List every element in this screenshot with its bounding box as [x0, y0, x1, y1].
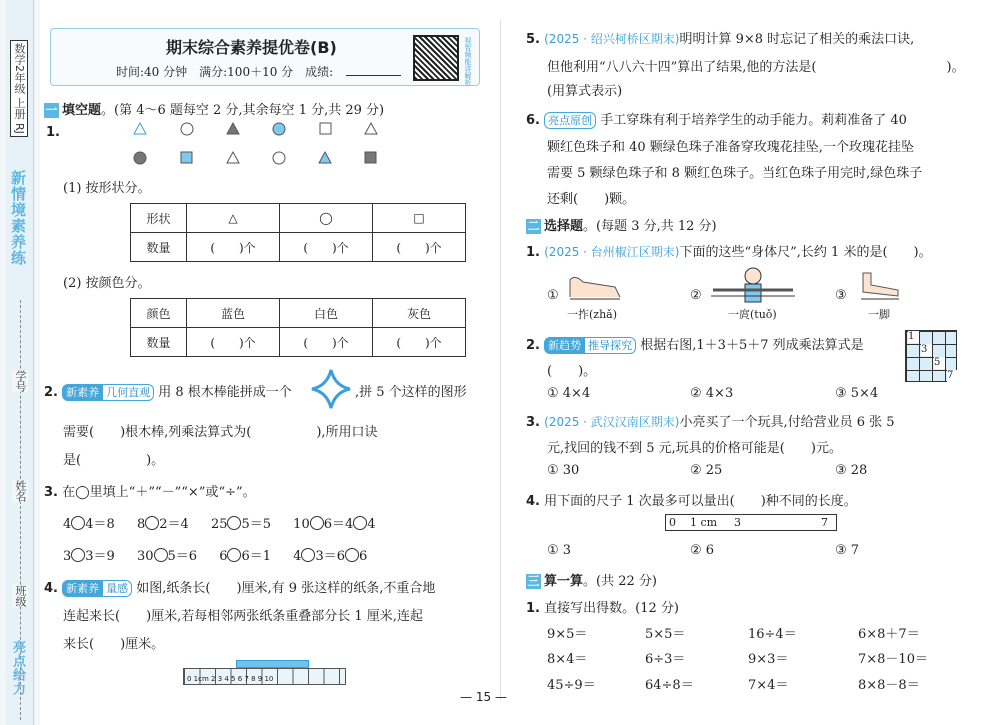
- q6-text4: 还剩( )颗。: [547, 192, 636, 207]
- answer-blank[interactable]: ( )个: [373, 233, 466, 262]
- c4-prompt: 4. 用下面的尺子 1 次最多可以量出( )种不同的长度。: [526, 494, 857, 509]
- c3-text2: 元,找回的钱不到 5 元,玩具的价格可能是( )元。: [547, 441, 842, 456]
- calc-item: 9×3＝: [748, 652, 789, 667]
- table1-header: 形状: [131, 204, 187, 233]
- brand-label: 新情境素养练: [9, 170, 27, 266]
- q2-line1: 2. 新素养 几何直观 用 8 根木棒能拼成一个: [44, 385, 292, 400]
- answer-blank[interactable]: ( )个: [187, 328, 280, 357]
- operator-circle[interactable]: [227, 548, 241, 562]
- qr-code-icon: [413, 35, 459, 81]
- calc-item: 6×8＋7＝: [858, 627, 920, 642]
- grade-label: 数学2年级 上册 RJ: [10, 40, 28, 137]
- option-3[interactable]: ③ 28: [835, 463, 868, 478]
- option-1[interactable]: ①: [547, 288, 559, 303]
- tag-badge: 新趋势: [544, 337, 585, 354]
- binding-margin: [0, 0, 40, 725]
- student-no-label: 学号: [14, 370, 27, 392]
- color-count-table: 颜色 蓝色 白色 灰色 数量 ( )个 ( )个 ( )个: [130, 298, 466, 357]
- brand-footer: 亮点给力: [10, 640, 25, 696]
- calc-item: 9×5＝: [547, 627, 588, 642]
- tag-badge: 推导探究: [585, 337, 636, 354]
- hand-span-icon: [565, 272, 625, 302]
- q5-line1: 5. (2025 · 绍兴柯桥区期末)明明计算 9×8 时忘记了相关的乘法口诀,: [526, 32, 915, 47]
- operator-circle[interactable]: [345, 548, 359, 562]
- operator-circle[interactable]: [310, 516, 324, 530]
- short-ruler: 0 1 cm 3 7: [665, 514, 837, 531]
- section1-title: 填空题: [62, 103, 102, 118]
- q1-sub1: (1) 按形状分。: [63, 181, 151, 196]
- q5-text2: 但他利用“八八六十四”算出了结果,他的方法是( )。: [547, 60, 965, 75]
- paper-strip: [236, 660, 309, 668]
- calc-item: 8×8－8＝: [858, 678, 920, 693]
- caption-1: 一拃(zhǎ): [567, 308, 618, 321]
- q6-text3: 需要 5 颗绿色珠子和 8 颗红色珠子。当红色珠子用完时,绿色珠子: [547, 166, 923, 181]
- shape-count-table: 形状 △ ◯ □ 数量 ( )个 ( )个 ( )个: [130, 203, 466, 262]
- caption-2: 一庹(tuǒ): [728, 308, 777, 321]
- circle-icon: [181, 123, 193, 135]
- circle-icon: [273, 123, 285, 135]
- c2-text2: ( )。: [547, 364, 597, 379]
- circle-icon: [134, 152, 146, 164]
- q1-number: 1.: [46, 125, 60, 140]
- arm-span-icon: [708, 266, 798, 306]
- square-icon: [320, 123, 331, 134]
- calc-item: 6÷3＝: [645, 652, 686, 667]
- q4-text2: 连起来长( )厘米,若每相邻两张纸条重叠部分长 1 厘米,连起: [63, 609, 423, 624]
- calc-item: 8×4＝: [547, 652, 588, 667]
- calc-item: 64÷8＝: [645, 678, 694, 693]
- c1-prompt: 1. (2025 · 台州椒江区期末)下面的这些“身体尺”,长约 1 米的是( )。: [526, 245, 932, 260]
- operator-circle[interactable]: [71, 548, 85, 562]
- d1-prompt: 1. 直接写出得数。(12 分): [526, 601, 679, 616]
- c2-line1: 2. 新趋势 推导探究 根据右图,1＋3＋5＋7 列成乘法算式是: [526, 338, 864, 353]
- q2-text3: 需要( )根木棒,列乘法算式为( ),所用口诀: [63, 425, 378, 440]
- triangle-icon: [134, 123, 146, 134]
- q1-sub2: (2) 按颜色分。: [63, 276, 151, 291]
- calc-item: 7×4＝: [748, 678, 789, 693]
- q3-row2: 3 3＝9 30 5＝6 6 6＝1 4 3＝6 6: [63, 549, 368, 564]
- section1-heading: [44, 99, 384, 118]
- q2-text2: ,拼 5 个这样的图形: [355, 385, 467, 400]
- grid-figure: 1 3 5 7: [905, 330, 957, 382]
- operator-circle[interactable]: [227, 516, 241, 530]
- triangle-icon: [319, 152, 331, 163]
- option-1[interactable]: ① 4×4: [547, 386, 591, 401]
- q6-line1: 6. 亮点原创 手工穿珠有利于培养学生的动手能力。莉莉准备了 40: [526, 113, 907, 128]
- q2-text4: 是( )。: [63, 453, 165, 468]
- class-label: 班级: [14, 585, 27, 607]
- option-1[interactable]: ① 30: [547, 463, 580, 478]
- operator-circle[interactable]: [154, 548, 168, 562]
- calc-item: 7×8－10＝: [858, 652, 928, 667]
- option-3[interactable]: ③: [835, 288, 847, 303]
- table2-header: 颜色: [131, 299, 187, 328]
- qr-caption: 视智频能讲解析: [464, 37, 472, 86]
- header-box: [50, 28, 480, 86]
- calc-item: 16÷4＝: [748, 627, 797, 642]
- q4-text3: 来长( )厘米。: [63, 637, 165, 652]
- triangle-icon: [227, 123, 239, 134]
- tag-badge: 几何直观: [103, 384, 154, 401]
- exam-info: 时间:40 分钟 满分:100＋10 分 成绩:: [116, 65, 334, 79]
- tag-badge: 亮点原创: [544, 112, 596, 129]
- option-2[interactable]: ②: [690, 288, 702, 303]
- operator-circle[interactable]: [353, 516, 367, 530]
- square-icon: [181, 152, 192, 163]
- option-3[interactable]: ③ 7: [835, 543, 860, 558]
- page-number: — 15 —: [460, 690, 507, 704]
- section3-heading: 三 算一算。(共 22 分): [527, 574, 657, 589]
- answer-blank[interactable]: ( )个: [280, 233, 373, 262]
- table2-row-label: 数量: [131, 328, 187, 357]
- triangle-icon: [365, 123, 377, 134]
- q3-row1: 4 4＝8 8 2＝4 25 5＝5 10 6＝4 4: [63, 517, 376, 532]
- operator-circle[interactable]: [145, 516, 159, 530]
- option-2[interactable]: ② 25: [690, 463, 723, 478]
- calc-item: 5×5＝: [645, 627, 686, 642]
- q6-text2: 颗红色珠子和 40 颗绿色珠子准备穿玫瑰花挂坠,一个玫瑰花挂坠: [547, 140, 914, 155]
- option-2[interactable]: ② 6: [690, 543, 715, 558]
- circle-icon: [273, 152, 285, 164]
- operator-circle[interactable]: [301, 548, 315, 562]
- ruler: 0 1cm 2 3 4 5 6 7 8 9 10: [183, 668, 346, 685]
- foot-icon: [853, 270, 903, 302]
- q5-text3: (用算式表示): [547, 84, 623, 99]
- star-shape-figure: [308, 366, 354, 412]
- option-2[interactable]: ② 4×3: [690, 386, 734, 401]
- exam-title: 期末综合素养提优卷(B): [166, 38, 337, 57]
- triangle-icon: [227, 152, 239, 163]
- tag-badge: 量感: [103, 580, 132, 597]
- q3-prompt: 3. 在◯里填上“＋”“－”“×”或“÷”。: [44, 485, 256, 500]
- answer-blank[interactable]: ( )个: [373, 328, 466, 357]
- table1-row-label: 数量: [131, 233, 187, 262]
- tag-badge: 新素养: [62, 384, 103, 401]
- column-divider: [500, 20, 501, 700]
- score-blank[interactable]: [346, 75, 401, 76]
- answer-blank[interactable]: ( )个: [187, 233, 280, 262]
- section1-num: 一: [45, 103, 58, 117]
- name-label: 姓名: [14, 480, 27, 502]
- answer-blank[interactable]: ( )个: [280, 328, 373, 357]
- calc-item: 45÷9＝: [547, 678, 596, 693]
- operator-circle[interactable]: [71, 516, 85, 530]
- tag-badge: 新素养: [62, 580, 103, 597]
- caption-3: 一脚: [868, 308, 890, 321]
- option-3[interactable]: ③ 5×4: [835, 386, 879, 401]
- section2-heading: 二 选择题。(每题 3 分,共 12 分): [527, 219, 717, 234]
- option-1[interactable]: ① 3: [547, 543, 572, 558]
- shapes-figure: [120, 120, 390, 170]
- square-icon: [365, 152, 376, 163]
- q4-line1: 4. 新素养 量感 如图,纸条长( )厘米,有 9 张这样的纸条,不重合地: [44, 581, 436, 596]
- c3-line1: 3. (2025 · 武汉汉南区期末)小亮买了一个玩具,付给营业员 6 张 5: [526, 415, 895, 430]
- section1-desc: 。(第 4～6 题每空 2 分,其余每空 1 分,共 29 分): [101, 103, 385, 118]
